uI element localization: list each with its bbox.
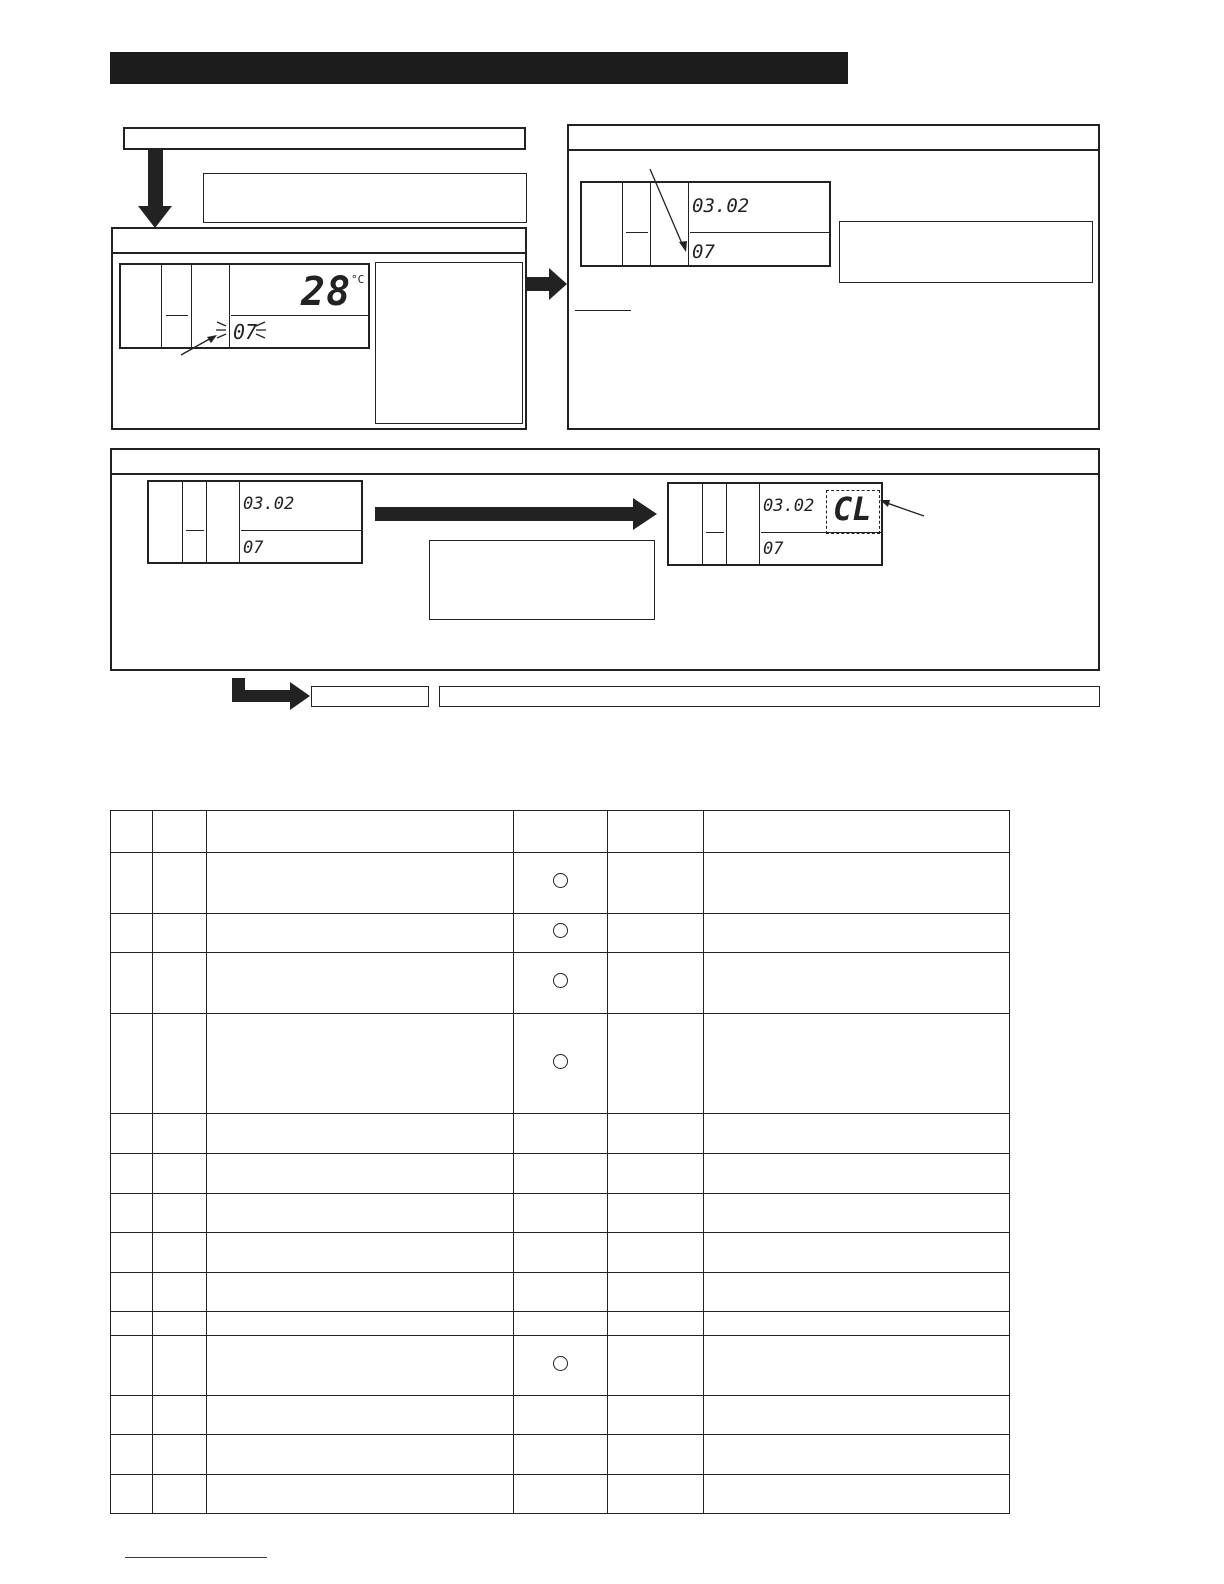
table-row	[111, 1273, 1010, 1312]
footer-link-underline[interactable]	[125, 1557, 267, 1558]
step3-panel	[110, 448, 1100, 671]
check-code-readout: 07	[243, 538, 264, 558]
down-arrow-icon	[148, 150, 163, 208]
check-code-readout: 07	[692, 241, 715, 263]
check-table	[110, 810, 1010, 1514]
table-row	[111, 914, 1010, 953]
step2-note-box	[839, 221, 1093, 283]
table-row	[111, 1312, 1010, 1336]
table-row	[111, 1396, 1010, 1435]
lcd-display-1	[119, 263, 370, 349]
mark-circle-icon	[553, 1356, 568, 1371]
long-right-arrow-head-icon	[633, 498, 657, 530]
title-bar	[110, 52, 848, 84]
step1-note-box	[375, 262, 523, 424]
table-row	[111, 1233, 1010, 1273]
step1-panel	[111, 227, 527, 430]
mark-circle-icon	[553, 1054, 568, 1069]
check-code-readout: 07	[233, 320, 258, 344]
note-box	[203, 173, 527, 223]
item-code-readout: 03.02	[243, 494, 295, 514]
lcd-display-3	[147, 480, 363, 564]
pointer-arrow-icon	[645, 166, 695, 256]
step2-panel	[567, 124, 1100, 430]
table-row	[111, 1154, 1010, 1194]
item-code-readout: 03.02	[763, 496, 815, 516]
item-code-readout: 03.02	[692, 195, 750, 217]
mark-circle-icon	[553, 923, 568, 938]
table-row	[111, 1114, 1010, 1154]
next-step-box	[311, 686, 429, 707]
pointer-arrow-icon	[876, 496, 936, 521]
right-arrow-head-icon	[549, 268, 567, 300]
underline-mark	[575, 310, 631, 311]
pointer-arrow-icon	[173, 329, 223, 359]
mark-circle-icon	[553, 973, 568, 988]
right-arrow-icon	[527, 277, 551, 291]
next-step-note-box	[439, 686, 1100, 707]
long-right-arrow-icon	[375, 507, 635, 521]
result-readout: CL	[833, 490, 872, 528]
temperature-readout: 28	[301, 269, 352, 315]
table-header-row	[111, 811, 1010, 853]
temperature-unit: °C	[351, 273, 365, 286]
table-row	[111, 1475, 1010, 1514]
elbow-arrow-head-icon	[290, 682, 310, 710]
down-arrow-head-icon	[138, 206, 172, 228]
check-code-readout: 07	[763, 539, 784, 559]
step3-note-box	[429, 540, 655, 620]
lcd-display-2	[580, 181, 831, 267]
table-row	[111, 1014, 1010, 1114]
table-row	[111, 1194, 1010, 1233]
table-row	[111, 853, 1010, 914]
table-row	[111, 1336, 1010, 1396]
table-row	[111, 1435, 1010, 1475]
lcd-display-4	[667, 482, 883, 566]
elbow-arrow-bar-icon	[232, 690, 294, 702]
table-row	[111, 953, 1010, 1014]
start-step-box	[123, 127, 526, 150]
mark-circle-icon	[553, 873, 568, 888]
